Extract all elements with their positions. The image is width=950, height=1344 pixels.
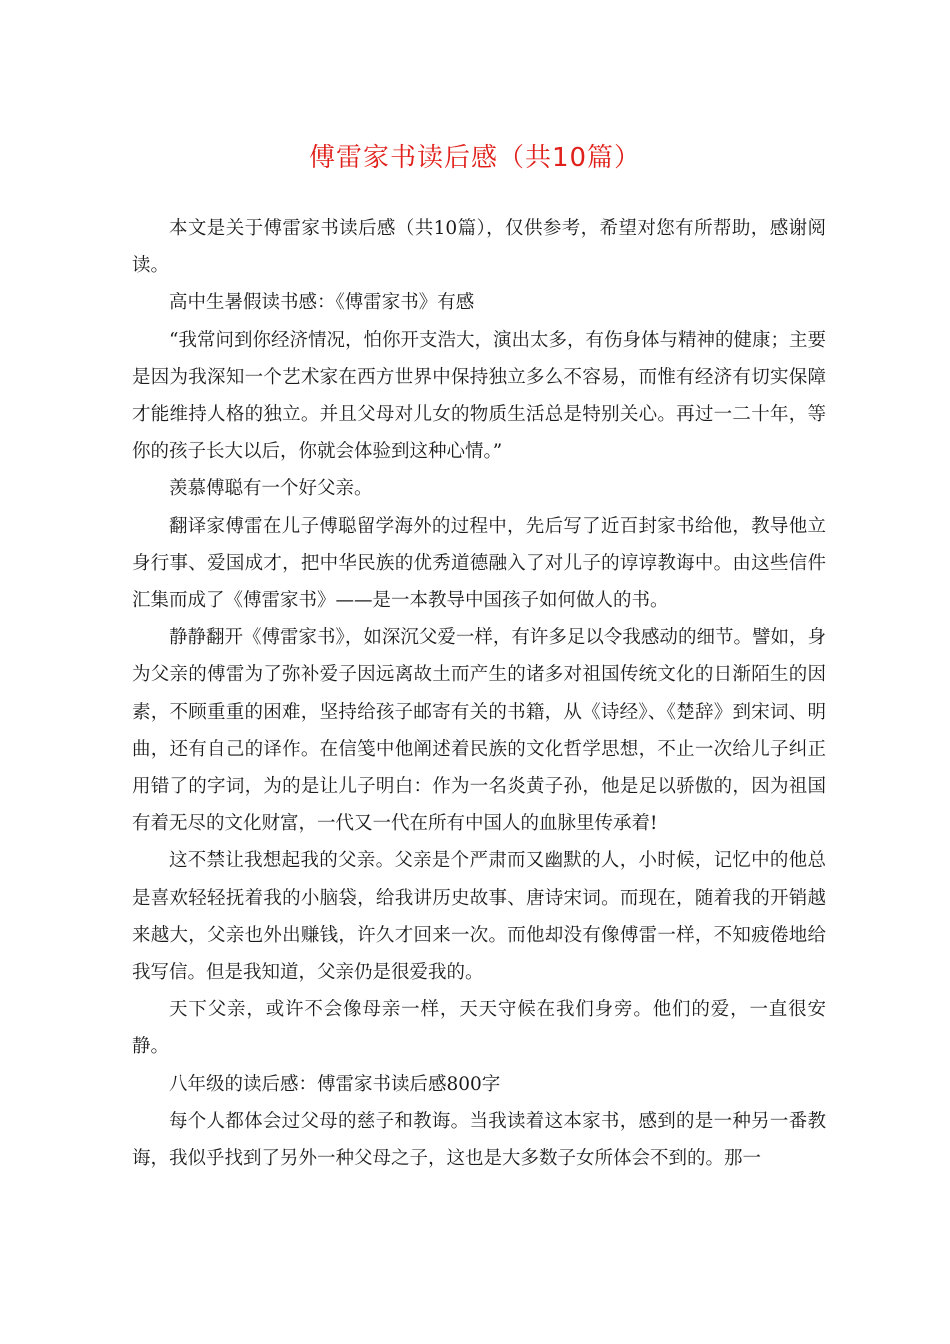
section-heading: 八年级的读后感：傅雷家书读后感800字	[169, 1073, 501, 1095]
quote-paragraph: “我常问到你经济情况，怕你开支浩大，演出太多，有伤身体与精神的健康；主要是因为我深知一个艺术家在西方世界中保持独立多么不容易，而惟有经济有切实保障才能维持人格的独立。并且父母对儿女的物质生活总是特别关心。再过一二十年，等你的孩子长大以后，你就会体验到这种心情。”	[132, 329, 826, 463]
document-title: 傅雷家书读后感（共10篇）	[308, 143, 642, 173]
section-heading: 高中生暑假读书感：《傅雷家书》有感	[169, 292, 475, 314]
body-paragraph: 静静翻开《傅雷家书》，如深沉父爱一样，有许多足以令我感动的细节。譬如，身为父亲的傅雷为了弥补爱子因远离故土而产生的诸多对祖国传统文化的日渐陌生的因素，不顾重重的困难，坚持给孩子邮寄有关的书籍，从《诗经》、《楚辞》到宋词、明曲，还有自己的译作。在信笺中他阐述着民族的文化哲学思想，不止一次给儿子纠正用错了的字词，为的是让儿子明白：作为一名炎黄子孙，他是足以骄傲的，因为祖国有着无尽的文化财富，一代又一代在所有中国人的血脉里传承着!	[132, 627, 826, 835]
document-body	[132, 210, 826, 1177]
body-paragraph: 羡慕傅聪有一个好父亲。	[169, 478, 373, 500]
body-paragraph: 这不禁让我想起我的父亲。父亲是个严肃而又幽默的人，小时候，记忆中的他总是喜欢轻轻抚着我的小脑袋，给我讲历史故事、唐诗宋词。而现在，随着我的开销越来越大，父亲也外出赚钱，许久才回来一次。而他却没有像傅雷一样，不知疲倦地给我写信。但是我知道，父亲仍是很爱我的。	[132, 850, 826, 984]
intro-paragraph: 本文是关于傅雷家书读后感（共10篇），仅供参考，希望对您有所帮助，感谢阅读。	[132, 218, 826, 277]
body-paragraph: 每个人都体会过父母的慈子和教诲。当我读着这本家书，感到的是一种另一番教诲，我似乎找到了另外一种父母之子，这也是大多数子女所体会不到的。那一	[132, 1110, 826, 1170]
body-paragraph: 天下父亲，或许不会像母亲一样，天天守候在我们身旁。他们的爱，一直很安静。	[132, 999, 826, 1058]
body-paragraph: 翻译家傅雷在儿子傅聪留学海外的过程中，先后写了近百封家书给他，教导他立身行事、爱国成才，把中华民族的优秀道德融入了对儿子的谆谆教诲中。由这些信件汇集而成了《傅雷家书》——是一本教导中国孩子如何做人的书。	[132, 515, 826, 612]
